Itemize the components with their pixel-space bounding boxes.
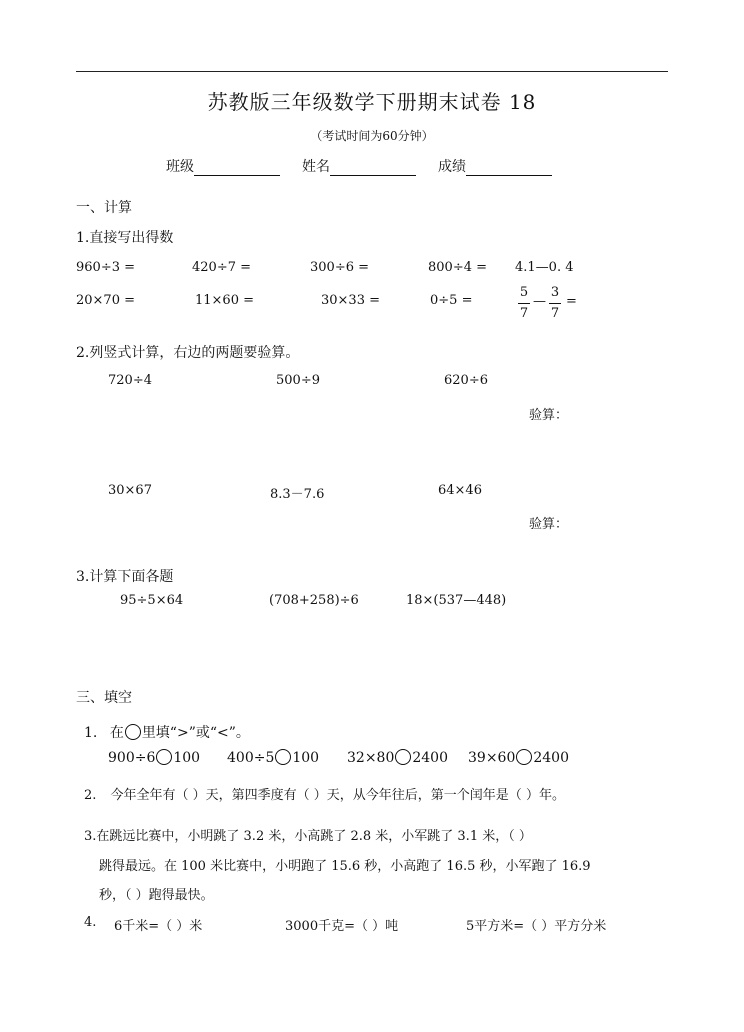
check-label: 验算： [529, 408, 569, 423]
mental-math-item: 30×33 = [321, 293, 381, 308]
vertical-calc-item: 720÷4 [108, 373, 152, 388]
top-rule [76, 71, 668, 72]
fill-question-3-line: 秒，（ ）跑得最快。 [99, 888, 214, 903]
score-blank[interactable] [466, 161, 552, 176]
mental-math-item: 800÷4 = [428, 260, 488, 275]
calc-item: 18×(537—448) [406, 593, 507, 608]
mental-math-item: 0÷5 = [430, 293, 473, 308]
class-field[interactable] [166, 156, 280, 176]
vertical-calc-item: 500÷9 [276, 373, 320, 388]
mental-math-item: 20×70 = [76, 293, 136, 308]
compare-item [108, 749, 200, 766]
calc-item: (708+258)÷6 [269, 593, 359, 608]
fraction-denominator: 7 [550, 306, 560, 321]
exam-duration: （考试时间为60分钟） [310, 129, 434, 143]
check-label: 验算： [529, 517, 569, 532]
compare-left: 32×80 [347, 750, 395, 766]
name-label: 姓名 [302, 159, 330, 175]
fill-question-3-line: 3.在跳远比赛中，小明跳了 3.2 米，小高跳了 2.8 米，小军跳了 3.1 米，（ ） [84, 829, 532, 844]
compare-right: 2400 [533, 750, 569, 766]
section-1-heading: 一、计算 [76, 200, 132, 216]
score-field[interactable] [438, 156, 552, 176]
unit-conversion-item: 3000千克=（ ）吨 [285, 919, 399, 934]
mental-math-item: 960÷3 = [76, 260, 136, 275]
question-3-label: 3.计算下面各题 [76, 569, 174, 585]
compare-left: 39×60 [468, 750, 516, 766]
fraction-numerator: 3 [550, 285, 560, 300]
compare-right: 2400 [412, 750, 448, 766]
score-label: 成绩 [438, 159, 466, 175]
compare-left: 400÷5 [227, 750, 275, 766]
fraction-bar [549, 303, 561, 304]
mental-math-item: 420÷7 = [192, 260, 252, 275]
fraction-numerator: 5 [519, 285, 529, 300]
compare-right: 100 [292, 750, 320, 766]
compare-circle-icon [125, 724, 141, 740]
class-label: 班级 [166, 159, 194, 175]
page-title: 苏教版三年级数学下册期末试卷 18 [207, 90, 537, 114]
compare-circle-input[interactable] [275, 749, 291, 765]
fraction-equals: = [566, 294, 577, 309]
calc-item: 95÷5×64 [120, 593, 184, 608]
compare-circle-input[interactable] [516, 749, 532, 765]
question-number: 1. [84, 725, 98, 741]
unit-conversion-item: 6千米=（ ）米 [114, 919, 203, 934]
vertical-calc-item: 8.3－7.6 [270, 487, 325, 502]
mental-math-item: 4.1—0. 4 [515, 260, 574, 275]
fill-question-2 [84, 784, 565, 803]
compare-left: 900÷6 [108, 750, 156, 766]
intro-text: 里填“>”或“<”。 [141, 725, 250, 741]
fill-question-1-intro [84, 722, 250, 742]
name-field[interactable] [302, 156, 416, 176]
compare-item [347, 749, 448, 766]
compare-circle-input[interactable] [395, 749, 411, 765]
section-3-heading: 三、填空 [76, 690, 132, 706]
vertical-calc-item: 64×46 [438, 483, 482, 498]
question-text: 今年全年有（ ）天，第四季度有（ ）天，从今年往后，第一个闰年是（ ）年。 [110, 788, 565, 803]
mental-math-item: 300÷6 = [310, 260, 370, 275]
question-2-label: 2.列竖式计算，右边的两题要验算。 [76, 345, 300, 361]
fill-question-3-line: 跳得最远。在 100 米比赛中，小明跑了 15.6 秒，小高跑了 16.5 秒，小军跑了 16.9 [99, 859, 591, 874]
compare-right: 100 [173, 750, 201, 766]
class-blank[interactable] [194, 161, 280, 176]
question-number: 2. [84, 788, 97, 803]
unit-conversion-item: 5平方米=（ ）平方分米 [466, 919, 607, 934]
compare-item [227, 749, 319, 766]
mental-math-item: 11×60 = [195, 293, 255, 308]
question-1-label: 1.直接写出得数 [76, 230, 174, 246]
name-blank[interactable] [330, 161, 416, 176]
vertical-calc-item: 30×67 [108, 483, 152, 498]
vertical-calc-item: 620÷6 [444, 373, 488, 388]
intro-text: 在 [109, 725, 124, 741]
compare-circle-input[interactable] [156, 749, 172, 765]
fraction-operator: — [533, 294, 546, 309]
fill-question-4-number: 4. [84, 915, 97, 930]
fraction-denominator: 7 [519, 306, 529, 321]
fraction-bar [518, 303, 530, 304]
compare-item [468, 749, 569, 766]
